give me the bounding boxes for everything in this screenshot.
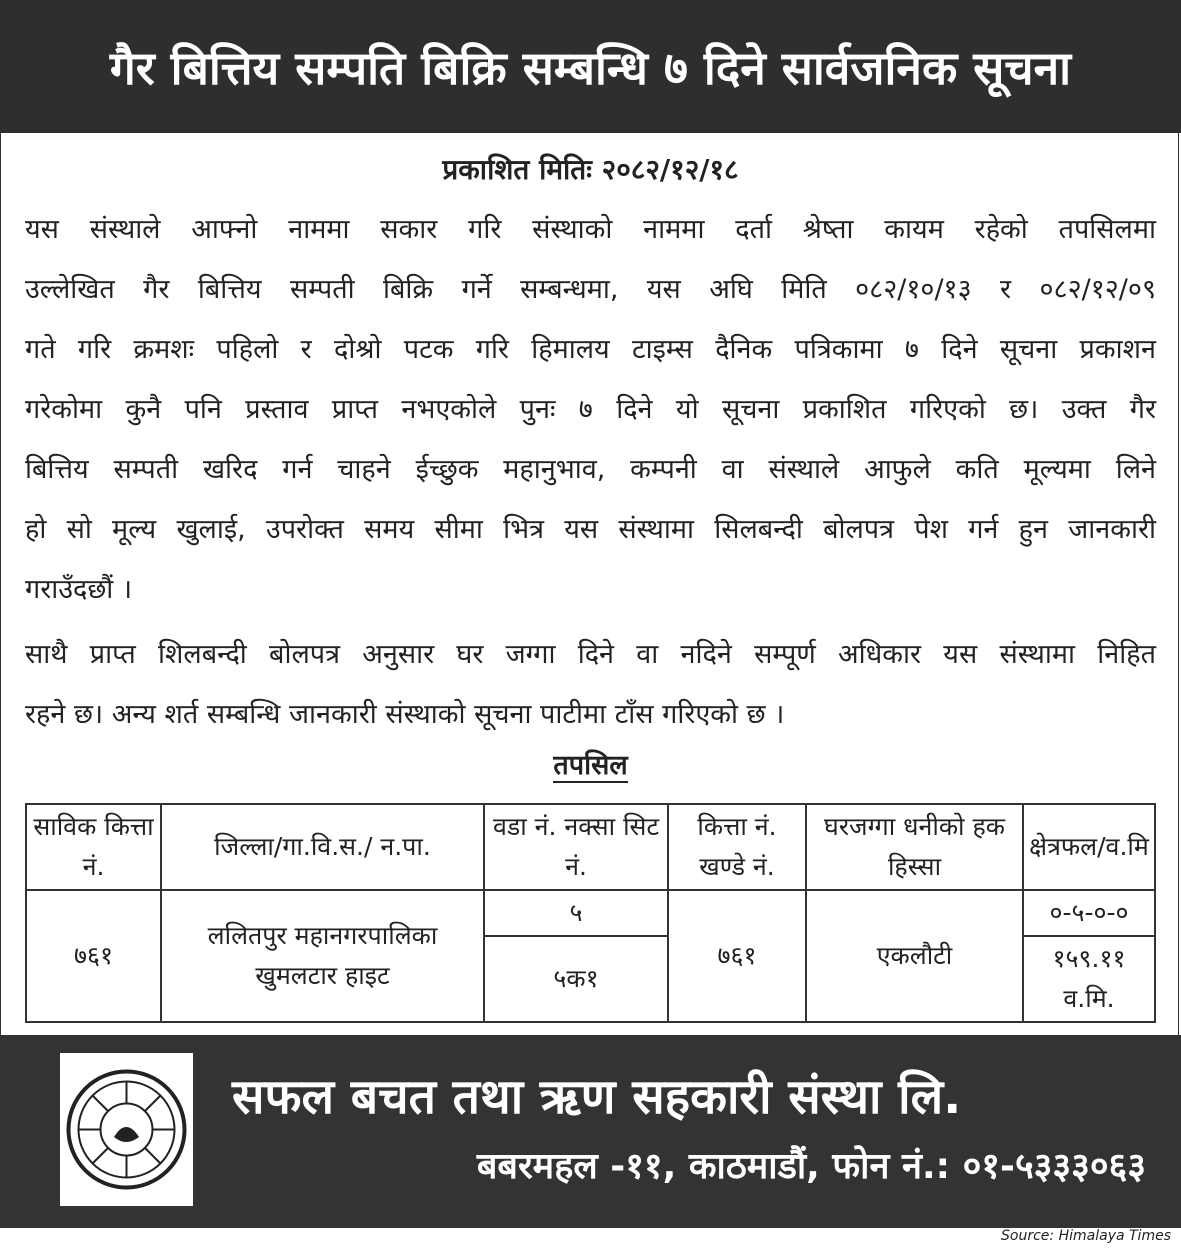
cell-kitta: ७६१ bbox=[26, 890, 161, 1022]
header-district: जिल्ला/गा.वि.स./ न.पा. bbox=[161, 804, 484, 890]
header-ward: वडा नं. नक्सा सिट नं. bbox=[484, 804, 668, 890]
text-line: यस संस्थाले आफ्नो नाममा सकार गरि संस्थाको नाममा दर्ता श्रेष्ता कायम रहेको तपसिलमा bbox=[25, 214, 1156, 245]
header-kitta-khande: कित्ता नं. खण्डे नं. bbox=[668, 804, 806, 890]
paragraph-2 bbox=[25, 625, 1156, 745]
cell-district: ललितपुर महानगरपालिका खुमलटार हाइट bbox=[161, 890, 484, 1022]
published-date: प्रकाशित मितिः २०८२/१२/१८ bbox=[442, 153, 739, 186]
organization-name: सफल बचत तथा ऋण सहकारी संस्था लि. bbox=[232, 1069, 962, 1125]
text-line: साथै प्राप्त शिलबन्दी बोलपत्र अनुसार घर जग्गा दिने वा नदिने सम्पूर्ण अधिकार यस संस्थामा निहित bbox=[25, 639, 1156, 670]
text-line: बित्तिय सम्पती खरिद गर्न चाहने ईच्छुक महानुभाव, कम्पनी वा संस्थाले आफुले कति मूल्यमा लिने bbox=[25, 454, 1156, 485]
text-line: हो सो मूल्य खुलाई, उपरोक्त समय सीमा भित्र यस संस्थामा सिलबन्दी बोलपत्र पेश गर्न हुन जानकारी bbox=[25, 514, 1156, 545]
cell-kitta-khande: ७६१ bbox=[668, 890, 806, 1022]
cell-share: एकलौटी bbox=[806, 890, 1023, 1022]
cell-ward: ५ bbox=[484, 890, 668, 936]
seal-icon bbox=[64, 1067, 189, 1192]
cell-area-ropani: ०-५-०-० bbox=[1023, 890, 1155, 936]
text-line: उल्लेखित गैर बित्तिय सम्पती बिक्रि गर्ने सम्बन्धमा, यस अघि मिति ०८२/१०/१३ र ०८२/१२/०९ bbox=[25, 274, 1156, 305]
text-line: गरेकोमा कुनै पनि प्रस्ताव प्राप्त नभएकोले पुनः ७ दिने यो सूचना प्रकाशित गरिएको छ। उक्त गैर bbox=[25, 394, 1156, 425]
header-area: क्षेत्रफल/व.मि bbox=[1023, 804, 1155, 890]
cell-area-sqm: १५९.११ व.मि. bbox=[1023, 936, 1155, 1022]
header-share: घरजग्गा धनीको हक हिस्सा bbox=[806, 804, 1023, 890]
notice-title: गैर बित्तिय सम्पति बिक्रि सम्बन्धि ७ दिने सार्वजनिक सूचना bbox=[0, 0, 1181, 133]
table-row bbox=[26, 890, 1155, 936]
footer-banner bbox=[0, 1035, 1181, 1228]
property-table bbox=[25, 803, 1156, 1023]
text-line: रहने छ। अन्य शर्त सम्बन्धि जानकारी संस्थाको सूचना पाटीमा टाँस गरिएको छ । bbox=[25, 699, 785, 730]
cooperative-seal-logo bbox=[60, 1053, 193, 1206]
tapasil-heading bbox=[0, 745, 1181, 782]
tapasil-heading-text: तपसिल bbox=[553, 750, 628, 781]
source-credit: Source: Himalaya Times bbox=[1001, 1228, 1171, 1244]
cell-map-sheet: ५क१ bbox=[484, 936, 668, 1022]
table-header-row bbox=[26, 804, 1155, 890]
text-line: गराउँदछौं । bbox=[25, 574, 133, 605]
paragraph-1 bbox=[25, 200, 1156, 620]
header-kitta: साविक कित्ता नं. bbox=[26, 804, 161, 890]
text-line: गते गरि क्रमशः पहिलो र दोश्रो पटक गरि हिमालय टाइम्स दैनिक पत्रिकामा ७ दिने सूचना प्रकाशन bbox=[25, 334, 1156, 365]
organization-address: बबरमहल -११, काठमाडौं, फोन नं.: ०१-५३३३०६३ bbox=[476, 1146, 1146, 1187]
